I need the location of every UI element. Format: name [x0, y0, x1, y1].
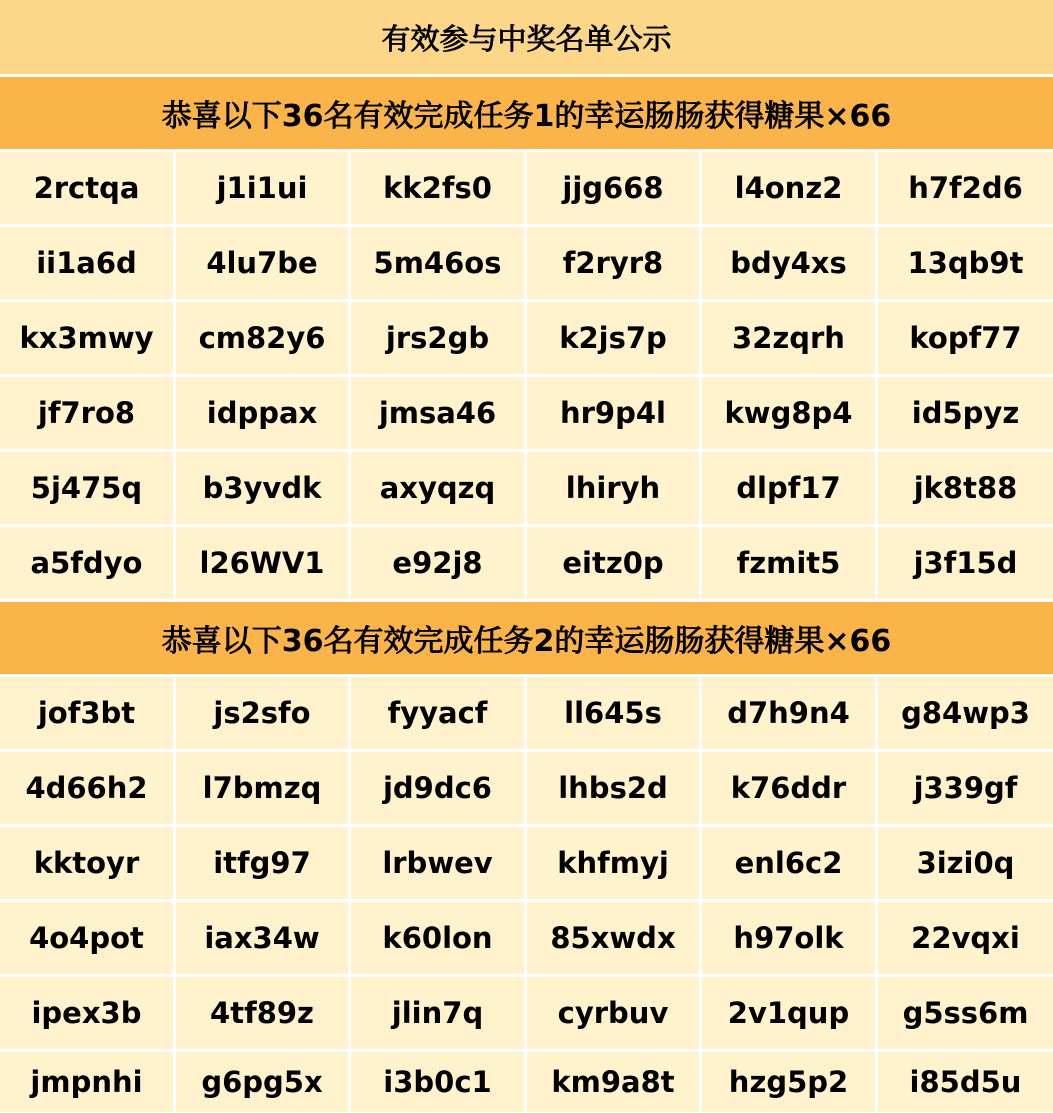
winner-id-cell: l4onz2 [702, 152, 875, 224]
winner-id-cell: ll645s [527, 677, 699, 749]
winner-id-cell: a5fdyo [0, 527, 173, 599]
winner-id-cell: j3f15d [878, 527, 1053, 599]
winner-id-cell: jk8t88 [878, 452, 1053, 524]
winner-id-cell: h97olk [702, 902, 875, 974]
section-header-task-2: 恭喜以下36名有效完成任务2的幸运肠肠获得糖果×66 [0, 602, 1053, 674]
winner-id-cell: f2ryr8 [527, 227, 699, 299]
winner-id-cell: j1i1ui [176, 152, 348, 224]
winner-id-cell: dlpf17 [702, 452, 875, 524]
winner-id-cell: itfg97 [176, 827, 348, 899]
winner-id-cell: kopf77 [878, 302, 1053, 374]
winner-id-cell: cm82y6 [176, 302, 348, 374]
page-title: 有效参与中奖名单公示 [0, 0, 1053, 74]
winner-id-cell: 3izi0q [878, 827, 1053, 899]
winner-id-cell: g6pg5x [176, 1052, 348, 1112]
winner-id-cell: kk2fs0 [351, 152, 524, 224]
winner-id-cell: d7h9n4 [702, 677, 875, 749]
winner-id-cell: ii1a6d [0, 227, 173, 299]
winner-id-cell: hr9p4l [527, 377, 699, 449]
winner-id-cell: jjg668 [527, 152, 699, 224]
winner-id-cell: b3yvdk [176, 452, 348, 524]
winner-id-cell: k2js7p [527, 302, 699, 374]
winner-id-cell: iax34w [176, 902, 348, 974]
winner-id-cell: jrs2gb [351, 302, 524, 374]
winner-id-cell: kwg8p4 [702, 377, 875, 449]
winner-id-cell: 85xwdx [527, 902, 699, 974]
winner-id-cell: g5ss6m [878, 977, 1053, 1049]
winner-id-cell: jd9dc6 [351, 752, 524, 824]
winner-id-cell: 5m46os [351, 227, 524, 299]
winner-id-cell: jmsa46 [351, 377, 524, 449]
winner-id-cell: jmpnhi [0, 1052, 173, 1112]
winner-id-cell: 13qb9t [878, 227, 1053, 299]
winner-id-cell: h7f2d6 [878, 152, 1053, 224]
winner-id-cell: 2v1qup [702, 977, 875, 1049]
winner-id-cell: e92j8 [351, 527, 524, 599]
winner-id-cell: enl6c2 [702, 827, 875, 899]
winner-id-cell: 5j475q [0, 452, 173, 524]
winner-id-cell: ipex3b [0, 977, 173, 1049]
winner-id-cell: 4lu7be [176, 227, 348, 299]
winner-id-cell: g84wp3 [878, 677, 1053, 749]
winner-id-cell: l26WV1 [176, 527, 348, 599]
winner-id-cell: 4d66h2 [0, 752, 173, 824]
winner-id-cell: lhbs2d [527, 752, 699, 824]
winner-id-cell: 4o4pot [0, 902, 173, 974]
winner-id-cell: idppax [176, 377, 348, 449]
winner-id-cell: js2sfo [176, 677, 348, 749]
winner-grid-task-2 [0, 677, 1053, 1112]
winner-id-cell: 22vqxi [878, 902, 1053, 974]
winner-id-cell: id5pyz [878, 377, 1053, 449]
winner-id-cell: fzmit5 [702, 527, 875, 599]
winner-id-cell: k76ddr [702, 752, 875, 824]
section-header-task-1: 恭喜以下36名有效完成任务1的幸运肠肠获得糖果×66 [0, 77, 1053, 149]
winner-id-cell: i3b0c1 [351, 1052, 524, 1112]
winner-id-cell: fyyacf [351, 677, 524, 749]
winner-id-cell: jf7ro8 [0, 377, 173, 449]
winner-id-cell: axyqzq [351, 452, 524, 524]
winner-id-cell: jlin7q [351, 977, 524, 1049]
winner-id-cell: hzg5p2 [702, 1052, 875, 1112]
winner-id-cell: km9a8t [527, 1052, 699, 1112]
winner-id-cell: lrbwev [351, 827, 524, 899]
winner-id-cell: 32zqrh [702, 302, 875, 374]
winner-id-cell: cyrbuv [527, 977, 699, 1049]
winner-grid-task-1 [0, 152, 1053, 599]
winner-id-cell: 4tf89z [176, 977, 348, 1049]
winner-id-cell: jof3bt [0, 677, 173, 749]
winner-id-cell: khfmyj [527, 827, 699, 899]
winner-id-cell: j339gf [878, 752, 1053, 824]
winner-id-cell: bdy4xs [702, 227, 875, 299]
winner-id-cell: k60lon [351, 902, 524, 974]
winner-id-cell: lhiryh [527, 452, 699, 524]
winner-id-cell: l7bmzq [176, 752, 348, 824]
winner-id-cell: eitz0p [527, 527, 699, 599]
winner-id-cell: kx3mwy [0, 302, 173, 374]
winner-id-cell: 2rctqa [0, 152, 173, 224]
winner-id-cell: i85d5u [878, 1052, 1053, 1112]
winner-id-cell: kktoyr [0, 827, 173, 899]
